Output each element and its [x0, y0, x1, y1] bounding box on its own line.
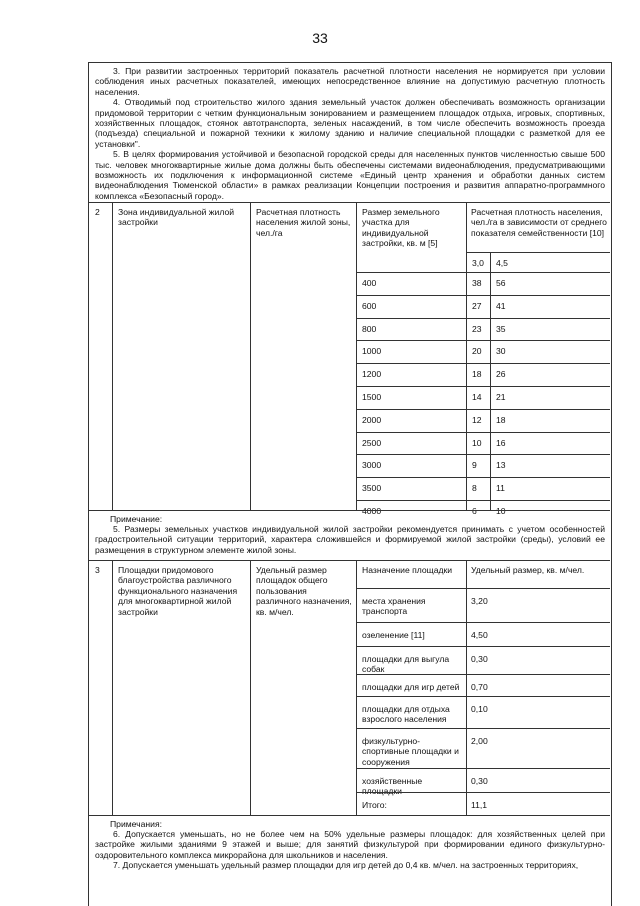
row2-note-title: Примечание:: [110, 514, 163, 524]
row2-col-divider-5: [490, 252, 491, 510]
area-purpose: площадки для отдыха взрослого населения: [362, 704, 450, 725]
density-row-rule: [356, 363, 610, 364]
row3-indicator: Удельный размер площадок общего пользования различного назначения, кв. м/чел.: [256, 565, 352, 617]
row3-col-divider-3: [356, 560, 357, 815]
area-value: 0,30: [471, 776, 488, 786]
density-value-a: 20: [472, 346, 482, 357]
row3-size-header: Удельный размер, кв. м/чел.: [471, 565, 585, 575]
density-row-rule: [356, 386, 610, 387]
row2-col-divider-1: [112, 202, 113, 510]
row2-zone-name: Зона индивидуальной жилой застройки: [118, 207, 235, 228]
area-purpose: Итого:: [362, 800, 387, 810]
plot-size-value: 1000: [362, 346, 382, 357]
density-row-rule: [356, 295, 610, 296]
density-value-b: 16: [496, 437, 506, 448]
density-value-b: 56: [496, 278, 506, 288]
area-row-rule: [356, 792, 610, 793]
area-purpose: физкультурно-спортивные площадки и сооружения: [362, 736, 459, 767]
row3-zone-name: Площадки придомового благоустройства различного функционального назначения для многоквартирной жилой застройки: [118, 565, 238, 617]
density-value-b: 11: [496, 483, 505, 494]
density-value-b: 13: [496, 460, 506, 471]
density-row-rule: [356, 454, 610, 455]
row2-table-bottom: [88, 510, 610, 511]
row3-note-title: Примечания:: [110, 819, 163, 829]
family-size-b: 4,5: [496, 258, 508, 268]
row2-density-header: Расчетная плотность населения, чел./га в зависимости от среднего показателя семейственности [10]: [471, 207, 607, 238]
area-purpose: площадки для выгула собак: [362, 654, 450, 675]
plot-size-value: 2000: [362, 414, 382, 425]
density-value-a: 6: [472, 506, 477, 516]
density-row-rule: [356, 340, 610, 341]
row3-note-6: 6. Допускается уменьшать, но не более чем на 50% удельные размеры площадок: для хозяйственных целей при застройке жилыми зданиями 9 этажей и выше; для занятий физкультурой при формировании единого физкультурно-оздоровительного комплекса микрорайона для школьников и населения.: [95, 829, 605, 860]
row3-top-border: [88, 560, 610, 561]
row3-purpose-header: Назначение площадки: [362, 565, 453, 575]
row2-number: 2: [95, 207, 100, 217]
area-value: 4,50: [471, 630, 488, 640]
plot-size-value: 1500: [362, 392, 382, 402]
row2-indicator: Расчетная плотность населения жилой зоны, чел./га: [256, 207, 351, 238]
intro-notes: [95, 66, 605, 201]
density-value-b: 41: [496, 300, 506, 311]
density-value-b: 21: [496, 392, 506, 402]
density-value-b: 18: [496, 414, 506, 425]
area-row-rule: [356, 646, 610, 647]
density-row-rule: [356, 318, 610, 319]
row2-col-divider-2: [250, 202, 251, 510]
density-value-a: 14: [472, 392, 482, 402]
density-value-a: 12: [472, 414, 482, 425]
density-value-a: 9: [472, 460, 477, 471]
note-4: 4. Отводимый под строительство жилого здания земельный участок должен обеспечивать возможность организации придомовой территории с четким функциональным зонированием и размещением площадок отдыха, игровых, спортивных, хозяйственных площадок, стоянок автотранспорта, зеленых насаждений, в том числе обеспечить возможность проезда (подъезда) специальной и пожарной техники к жилому зданию и наличие специальной площадки с разметкой для ее установки".: [95, 97, 605, 149]
density-value-a: 10: [472, 437, 482, 448]
area-value: 0,30: [471, 654, 488, 664]
area-row-rule: [356, 588, 610, 589]
density-value-b: 30: [496, 346, 506, 357]
row2-header-rule: [466, 252, 610, 253]
row3-col-divider-4: [466, 560, 467, 815]
note-5: 5. В целях формирования устойчивой и безопасной городской среды для населенных пунктов численностью свыше 500 тыс. человек многоквартирные жилые дома должны быть обеспечены системами видеонаблюдения, предусматривающими возможность их подключения к информационной системе «Единый центр хранения и обработки данных систем видеонаблюдения Тюменской области» в рамках реализации Концепции построения и развития аппаратно-программного комплекса «Безопасный город».: [95, 149, 605, 201]
density-value-a: 8: [472, 483, 477, 494]
area-row-rule: [356, 768, 610, 769]
density-value-b: 35: [496, 323, 506, 334]
plot-size-value: 2500: [362, 437, 382, 448]
area-row-rule: [356, 696, 610, 697]
plot-size-value: 1200: [362, 369, 382, 380]
area-value: 2,00: [471, 736, 488, 746]
density-value-b: 26: [496, 369, 506, 380]
plot-size-value: 400: [362, 278, 377, 288]
row2-size-header: Размер земельного участка для индивидуальной застройки, кв. м [5]: [362, 207, 440, 249]
row3-note-7: 7. Допускается уменьшать удельный размер площадки для игр детей до 0,4 кв. м/чел. на застроенных территориях,: [113, 860, 579, 871]
row2-note: [95, 524, 605, 555]
density-row-rule: [356, 409, 610, 410]
density-value-a: 27: [472, 300, 482, 311]
density-value-a: 18: [472, 369, 482, 380]
family-size-a: 3,0: [472, 258, 484, 268]
density-row-rule: [356, 477, 610, 478]
row2-col-divider-3: [356, 202, 357, 510]
row2-top-border: [88, 202, 610, 203]
density-row-rule: [356, 432, 610, 433]
plot-size-value: 800: [362, 323, 377, 334]
area-row-rule: [356, 728, 610, 729]
area-purpose: хозяйственные площадки: [362, 776, 423, 797]
area-purpose: озеленение [11]: [362, 630, 425, 640]
area-value: 11,1: [471, 800, 488, 810]
area-purpose: площадки для игр детей: [362, 682, 460, 692]
area-value: 3,20: [471, 596, 488, 606]
plot-size-value: 3000: [362, 460, 382, 471]
row2-col-divider-4: [466, 202, 467, 510]
area-value: 0,70: [471, 682, 488, 692]
density-row-rule: [356, 500, 610, 501]
row3-col-divider-1: [112, 560, 113, 815]
plot-size-value: 600: [362, 300, 377, 311]
density-value-a: 23: [472, 323, 482, 334]
density-value-a: 38: [472, 278, 482, 288]
area-value: 0,10: [471, 704, 488, 714]
page-number: 33: [312, 30, 328, 46]
area-row-rule: [356, 622, 610, 623]
density-row-rule: [356, 272, 610, 273]
plot-size-value: 3500: [362, 483, 382, 494]
plot-size-value: 4000: [362, 506, 382, 516]
row3-number: 3: [95, 565, 100, 575]
row2-note-text: 5. Размеры земельных участков индивидуальной жилой застройки рекомендуется принимать с учетом особенностей градостроительной ситуации территорий, характера сложившейся и формируемой жилой застройки (среды), условий ее размещения в структурном элементе жилой зоны.: [95, 524, 605, 555]
row3-table-bottom: [88, 815, 610, 816]
note-3: 3. При развитии застроенных территорий показатель расчетной плотности населения не нормируется при условии соблюдения иных расчетных показателей, имеющих непосредственное влияние на допустимую расчетную плотность населения.: [95, 66, 605, 97]
row3-col-divider-2: [250, 560, 251, 815]
row3-notes: [95, 829, 605, 871]
area-row-rule: [356, 674, 610, 675]
density-value-b: 10: [496, 506, 506, 516]
area-purpose: места хранения транспорта: [362, 596, 426, 617]
